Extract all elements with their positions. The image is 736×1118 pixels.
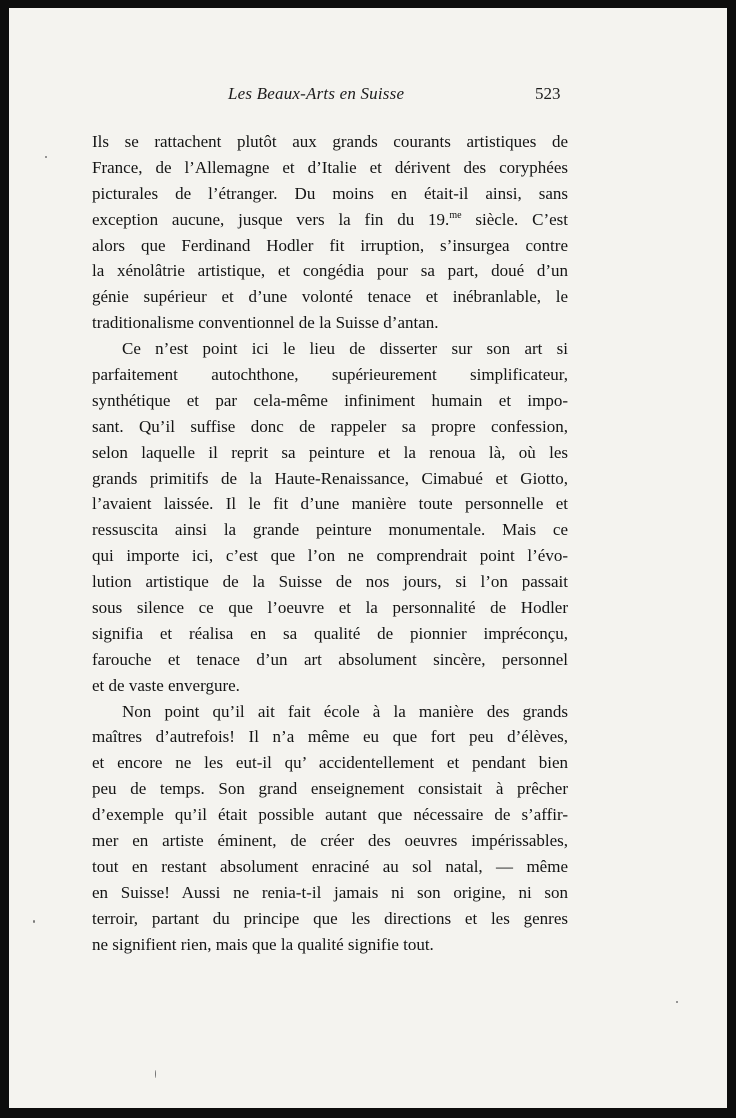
text-line: ressuscita ainsi la grande peinture monumentale. Mais ce [92, 520, 568, 540]
text-line: traditionalisme conventionnel de la Suisse d’antan. [92, 313, 439, 333]
text-line: et encore ne les eut-il qu’ accidentellement et pendant bien [92, 753, 568, 773]
text-line: l’avaient laissée. Il le fit d’une manière toute personnelle et [92, 494, 568, 514]
superscript: me [449, 209, 462, 221]
text-line: tout en restant absolument enraciné au sol natal, — même [92, 856, 568, 876]
text-line: lution artistique de la Suisse de nos jours, si l’on passait [92, 572, 568, 592]
text-line: Ils se rattachent plutôt aux grands courants artistiques de [92, 132, 568, 151]
text-line: picturales de l’étranger. Du moins en était-il ainsi, sans [92, 183, 568, 203]
text-line: peu de temps. Son grand enseignement consistait à prêcher [92, 779, 568, 799]
paragraph-1 [92, 129, 568, 336]
text-line: synthétique et par cela-même infiniment humain et impo- [92, 390, 568, 410]
text-line: ne signifient rien, mais que la qualité signifie tout. [92, 934, 434, 954]
text-line: génie supérieur et d’une volonté tenace et inébranlable, le [92, 287, 568, 307]
text-line: grands primitifs de la Haute-Renaissance, Cimabué et Giotto, [92, 468, 568, 488]
text-line: d’exemple qu’il était possible autant que nécessaire de s’affir- [92, 805, 568, 825]
scan-speck [33, 920, 35, 923]
paragraph-2 [92, 336, 568, 698]
text-fragment: siècle. C’est [461, 209, 568, 229]
text-line: qui importe ici, c’est que l’on ne comprendrait point l’évo- [92, 546, 568, 566]
running-title: Les Beaux-Arts en Suisse [228, 84, 405, 103]
text-line: maîtres d’autrefois! Il n’a même eu que fort peu d’élèves, [92, 727, 568, 747]
text-line: terroir, partant du principe que les directions et les genres [92, 908, 568, 928]
scan-speck [45, 156, 47, 158]
text-line: parfaitement autochthone, supérieurement simplificateur, [92, 365, 568, 385]
text-line: et de vaste envergure. [92, 675, 240, 695]
text-line: France, de l’Allemagne et d’Italie et dérivent des coryphées [92, 157, 568, 177]
running-head [9, 84, 727, 106]
text-line-with-superscript [92, 207, 568, 233]
scan-speck [155, 1070, 156, 1078]
text-line: signifia et réalisa en sa qualité de pionnier impréconçu, [92, 623, 568, 643]
text-line: sant. Qu’il suffise donc de rappeler sa propre confession, [92, 416, 568, 436]
body-text [92, 129, 568, 958]
text-line: la xénolâtrie artistique, et congédia pour sa part, doué d’un [92, 261, 568, 281]
text-line: sous silence ce que l’oeuvre et la personnalité de Hodler [92, 598, 568, 618]
text-line: Ce n’est point ici le lieu de disserter sur son art si [122, 339, 568, 359]
paragraph-3 [92, 699, 568, 958]
text-line: Non point qu’il ait fait école à la manière des grands [122, 701, 568, 721]
text-line: selon laquelle il reprit sa peinture et la renoua là, où les [92, 442, 568, 462]
book-page [9, 8, 727, 1108]
text-line: en Suisse! Aussi ne renia-t-il jamais ni son origine, ni son [92, 882, 568, 902]
text-fragment: exception aucune, jusque vers la fin du 19. [92, 209, 450, 229]
text-line: mer en artiste éminent, de créer des oeuvres impérissables, [92, 831, 568, 851]
text-line: farouche et tenace d’un art absolument sincère, personnel [92, 649, 568, 669]
text-line: alors que Ferdinand Hodler fit irruption, s’insurgea contre [92, 235, 568, 255]
scan-speck [676, 1001, 678, 1003]
page-number: 523 [535, 84, 561, 103]
